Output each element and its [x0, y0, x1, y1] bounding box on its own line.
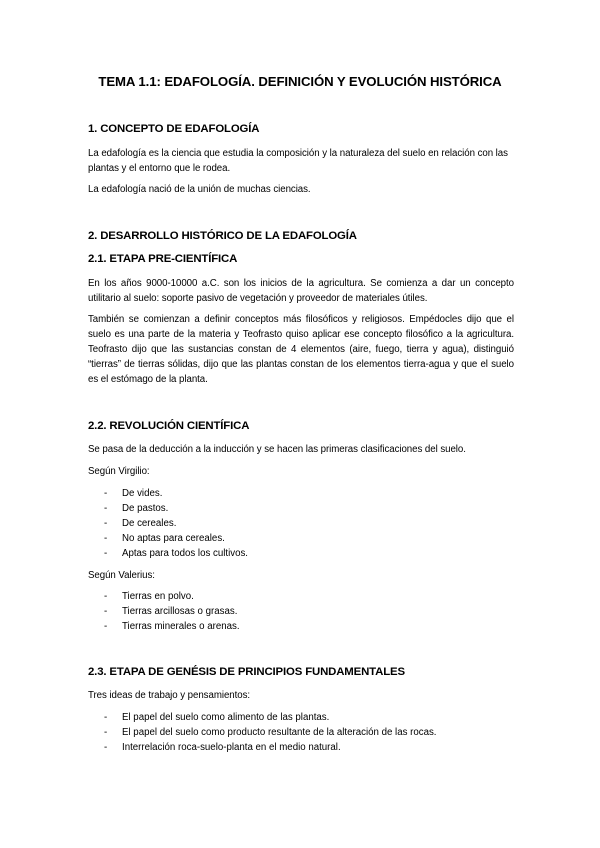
virgilio-label: Según Virgilio: — [88, 466, 150, 477]
section-2-3-list — [104, 710, 437, 755]
valerius-label: Según Valerius: — [88, 570, 155, 581]
section-2-1-heading: 2.1. ETAPA PRE-CIENTÍFICA — [88, 253, 238, 265]
section-2-2-paragraph-1: Se pasa de la deducción a la inducción y se hacen las primeras clasificaciones del suelo. — [88, 444, 466, 455]
list-item: - De vides. — [104, 488, 163, 499]
list-item: - Aptas para todos los cultivos. — [104, 548, 249, 559]
list-item: - De pastos. — [104, 503, 169, 514]
section-2-3-heading: 2.3. ETAPA DE GENÉSIS DE PRINCIPIOS FUNDAMENTALES — [88, 666, 405, 678]
section-2-2-heading: 2.2. REVOLUCIÓN CIENTÍFICA — [88, 420, 250, 432]
list-item: - No aptas para cereales. — [104, 533, 225, 544]
section-2-1-paragraph-2: También se comienzan a definir conceptos más filosóficos y religiosos. Empédocles dijo que el suelo es una parte de la materia y Teofrasto quiso aplicar ese concepto filosófico a la agricultura. Teofrasto dijo que las sustancias constan de 4 elementos (aire, fuego, tierra y agua), distinguió “tierras” de tierras sólidas, dijo que las plantas constan de los elementos tierra-agua y que el suelo es el estómago de la planta. — [88, 314, 514, 385]
list-item: - El papel del suelo como alimento de las plantas. — [104, 712, 330, 723]
list-item: - De cereales. — [104, 518, 177, 529]
list-item: - Tierras arcillosas o grasas. — [104, 606, 238, 617]
valerius-list — [104, 589, 240, 634]
section-2-1-paragraph-1: En los años 9000-10000 a.C. son los inicios de la agricultura. Se comienza a dar un concepto utilitario al suelo: soporte pasivo de vegetación y proveedor de materiales útiles. — [88, 278, 514, 304]
section-1-paragraph-1: La edafología es la ciencia que estudia la composición y la naturaleza del suelo en relación con las plantas y el entorno que le rodea. — [88, 148, 508, 174]
section-2-3-paragraph-1: Tres ideas de trabajo y pensamientos: — [88, 690, 251, 701]
section-1-heading: 1. CONCEPTO DE EDAFOLOGÍA — [88, 123, 260, 135]
list-item: - Interrelación roca-suelo-planta en el medio natural. — [104, 742, 341, 753]
list-item: - Tierras en polvo. — [104, 591, 194, 602]
section-2-heading: 2. DESARROLLO HISTÓRICO DE LA EDAFOLOGÍA — [88, 230, 357, 242]
document-title: TEMA 1.1: EDAFOLOGÍA. DEFINICIÓN Y EVOLUCIÓN HISTÓRICA — [98, 74, 502, 89]
virgilio-list — [104, 486, 248, 561]
list-item: - El papel del suelo como producto resultante de la alteración de las rocas. — [104, 727, 437, 738]
list-item: - Tierras minerales o arenas. — [104, 621, 240, 632]
section-1-paragraph-2: La edafología nació de la unión de muchas ciencias. — [88, 184, 311, 195]
